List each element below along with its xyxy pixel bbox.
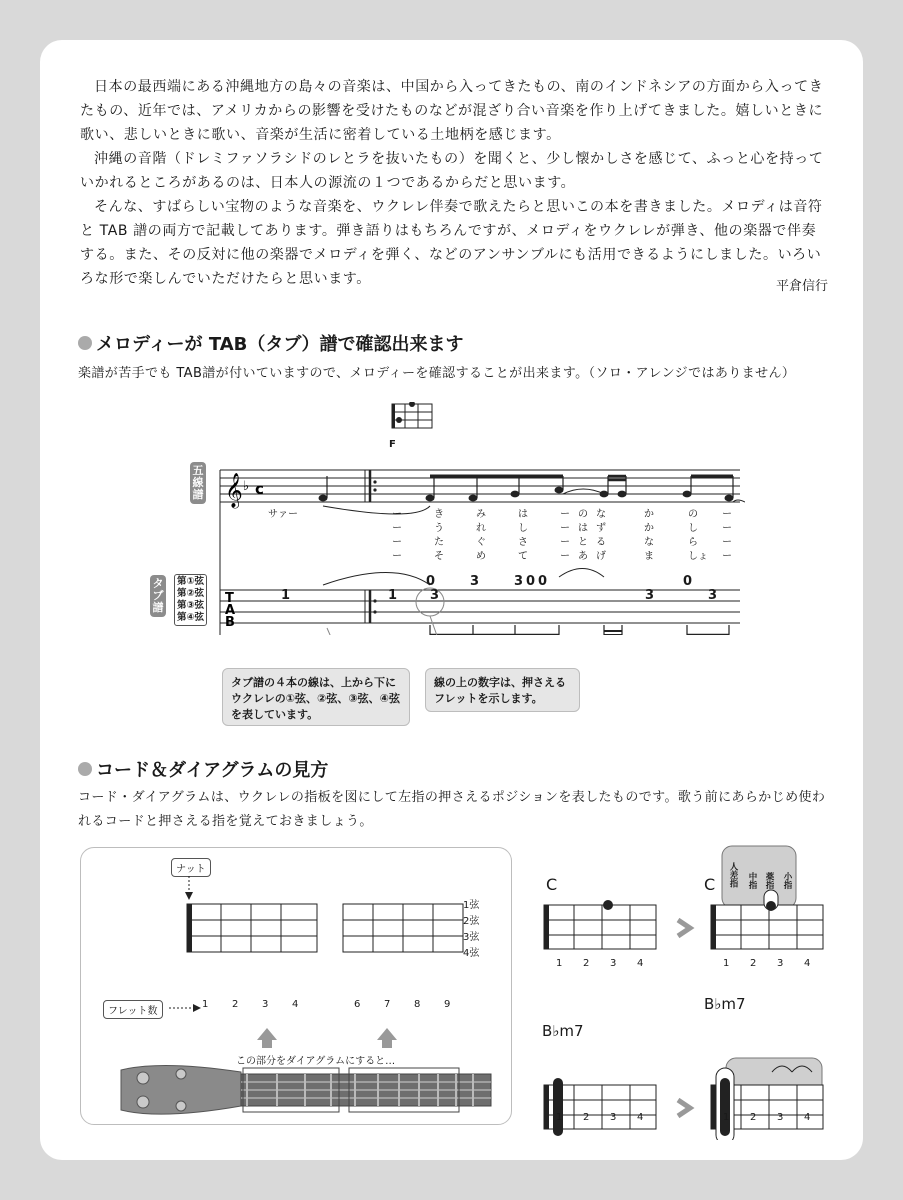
f-chord-mini-diagram bbox=[390, 402, 436, 434]
string-labels bbox=[463, 898, 479, 962]
lyric-char: あ bbox=[578, 551, 588, 562]
callout-tab-lines: タブ譜の４本の線は、上から下にウクレレの①弦、②弦、③弦、④弦を表しています。 bbox=[222, 668, 410, 726]
lyric-char: め bbox=[476, 551, 486, 562]
finger-middle: 中指 bbox=[747, 872, 757, 889]
intro-text bbox=[80, 75, 830, 291]
lyric-char: ー bbox=[392, 551, 402, 562]
bbf-fret-3: 3 bbox=[777, 1112, 784, 1123]
bb-fret-2: 2 bbox=[583, 1112, 590, 1123]
lyric-char: た bbox=[434, 537, 444, 548]
tab-number-s2-3: 3 bbox=[430, 588, 440, 603]
finger-index: 人差指 bbox=[728, 862, 738, 888]
svg-text:♭: ♭ bbox=[243, 479, 250, 494]
string-name-4: 第④弦 bbox=[177, 612, 205, 623]
callout-tab-numbers: 線の上の数字は、押さえるフレットを示します。 bbox=[425, 668, 580, 712]
lyric-char: と bbox=[578, 537, 588, 548]
fret-num-b-9: 9 bbox=[444, 999, 451, 1010]
tab-number-s1-1: 0 bbox=[426, 574, 436, 589]
bb-fret-3: 3 bbox=[610, 1112, 617, 1123]
c-fret-4: 4 bbox=[637, 958, 644, 969]
lyric-char: さ bbox=[518, 537, 528, 548]
bb-fret-4: 4 bbox=[637, 1112, 644, 1123]
lyric-char: し bbox=[688, 523, 698, 534]
lyric-char: ー bbox=[722, 551, 732, 562]
svg-text:B: B bbox=[225, 615, 235, 630]
lyric-char: げ bbox=[596, 551, 606, 562]
string-names bbox=[174, 574, 207, 626]
lyric-char: ず bbox=[596, 523, 606, 534]
cf-fret-4: 4 bbox=[804, 958, 811, 969]
fret-num-a-1: 1 bbox=[202, 999, 209, 1010]
chord-c-label: C bbox=[546, 875, 558, 894]
lyric-char: ー bbox=[722, 537, 732, 548]
page-card bbox=[40, 40, 863, 1160]
tab-number-s1-4: 0 bbox=[526, 574, 536, 589]
lyric-char: て bbox=[518, 551, 528, 562]
staff-label: 五線譜 bbox=[190, 462, 206, 504]
lyric-char: な bbox=[644, 537, 654, 548]
lyric-intro: サァー bbox=[268, 509, 298, 520]
svg-text:c: c bbox=[255, 480, 264, 498]
lyric-char: う bbox=[434, 523, 444, 534]
bbf-fret-4: 4 bbox=[804, 1112, 811, 1123]
lyric-char: か bbox=[644, 509, 654, 520]
cf-fret-1: 1 bbox=[723, 958, 730, 969]
string-name-1: 第①弦 bbox=[177, 576, 205, 587]
lyric-char: ー bbox=[560, 523, 570, 534]
fret-num-a-4: 4 bbox=[292, 999, 299, 1010]
c-fret-2: 2 bbox=[583, 958, 590, 969]
lyric-char: しょ bbox=[688, 551, 708, 562]
lyric-char: ぐ bbox=[476, 537, 486, 548]
lyric-char: そ bbox=[434, 551, 444, 562]
lyric-char: ー bbox=[722, 523, 732, 534]
cf-fret-3: 3 bbox=[777, 958, 784, 969]
tab-number-s1-2: 3 bbox=[470, 574, 480, 589]
svg-text:T: T bbox=[225, 591, 234, 606]
string-label-1: 1弦 bbox=[463, 900, 480, 911]
bbf-fret-1: 1 bbox=[723, 1112, 730, 1123]
intro-paragraph-1: 日本の最西端にある沖縄地方の島々の音楽は、中国から入ってきたもの、南のインドネシアの方面から入ってきたもの、近年では、アメリカからの影響を受けたものなどが混ざり合い音楽を作り上げてきました。嬉しいときに歌い、悲しいときに歌い、音楽が生活に密着している土地柄を感じます。 bbox=[80, 79, 824, 143]
lyric-char: の bbox=[578, 509, 588, 520]
svg-text:𝄞: 𝄞 bbox=[225, 473, 243, 508]
lyric-char: る bbox=[596, 537, 606, 548]
svg-text:A: A bbox=[225, 603, 236, 618]
lyric-char: ー bbox=[560, 551, 570, 562]
f-chord-label: F bbox=[389, 439, 396, 450]
chord-c-fingered-label: C bbox=[704, 875, 716, 894]
tab-label: タブ譜 bbox=[150, 575, 166, 617]
tab-section-description: 楽譜が苦手でも TAB譜が付いていますので、メロディーを確認することが出来ます。（ソロ・アレンジではありません） bbox=[78, 366, 796, 381]
string-label-4: 4弦 bbox=[463, 948, 480, 959]
lyric-char: は bbox=[578, 523, 588, 534]
fretboard-diagram bbox=[81, 848, 511, 1124]
string-name-3: 第③弦 bbox=[177, 600, 205, 611]
lyric-char: ー bbox=[392, 509, 402, 520]
fret-number-label: フレット数 bbox=[103, 1000, 163, 1019]
lyric-char: ー bbox=[392, 537, 402, 548]
tab-number-s1-6: 0 bbox=[683, 574, 693, 589]
lyric-char: れ bbox=[476, 523, 486, 534]
lyric-char: ー bbox=[722, 509, 732, 520]
nut-label: ナット bbox=[171, 858, 211, 877]
chord-bbm7-label: B♭m7 bbox=[542, 1022, 584, 1040]
fret-num-a-2: 2 bbox=[232, 999, 239, 1010]
bb-fret-1: 1 bbox=[556, 1112, 563, 1123]
tab-section-title: メロディーが TAB（タブ）譜で確認出来ます bbox=[96, 334, 464, 355]
chord-section-description: コード・ダイアグラムは、ウクレレの指板を図にして左指の押さえるポジションを表したものです。歌う前にあらかじめ使われるコードと押さえる指を覚えておきましょう。 bbox=[78, 790, 826, 829]
c-fret-3: 3 bbox=[610, 958, 617, 969]
lyric-char: か bbox=[644, 523, 654, 534]
chord-section-title: コード＆ダイアグラムの見方 bbox=[96, 760, 329, 781]
lyric-char: は bbox=[518, 509, 528, 520]
string-label-2: 2弦 bbox=[463, 916, 480, 927]
finger-pinky: 小指 bbox=[782, 872, 792, 889]
c-fret-1: 1 bbox=[556, 958, 563, 969]
tab-number-s2-4: 3 bbox=[645, 588, 655, 603]
lyric-char: の bbox=[688, 509, 698, 520]
lyric-char: し bbox=[518, 523, 528, 534]
bullet-icon bbox=[78, 336, 92, 350]
fret-num-b-8: 8 bbox=[414, 999, 421, 1010]
tab-number-s2-2: 1 bbox=[388, 588, 398, 603]
lyric-char: ー bbox=[560, 537, 570, 548]
tab-section-heading bbox=[78, 330, 464, 356]
chord-section-heading bbox=[78, 756, 328, 782]
author-signature: 平倉信行 bbox=[775, 279, 828, 294]
tab-number-s1-3: 3 bbox=[514, 574, 524, 589]
diagram-caption: この部分をダイアグラムにすると… bbox=[236, 1056, 396, 1067]
lyric-char: ら bbox=[688, 537, 698, 548]
chord-bbm7-fingered-label: B♭m7 bbox=[704, 995, 746, 1013]
finger-ring: 薬指 bbox=[764, 872, 774, 889]
lyric-char: き bbox=[434, 509, 444, 520]
lyric-char: み bbox=[476, 509, 486, 520]
bullet-icon bbox=[78, 762, 92, 776]
bbf-fret-2: 2 bbox=[750, 1112, 757, 1123]
lyric-char: ま bbox=[644, 551, 654, 562]
lyric-char: ー bbox=[560, 509, 570, 520]
fret-num-b-6: 6 bbox=[354, 999, 361, 1010]
string-label-3: 3弦 bbox=[463, 932, 480, 943]
intro-paragraph-3: そんな、すばらしい宝物のような音楽を、ウクレレ伴奏で歌えたらと思いこの本を書きました。メロディは音符と TAB 譜の両方で記載してあります。弾き語りはもちろんですが、メロディをウクレレが弾き、他の楽器で伴奏する。また、その反対に他の楽器でメロディを弾く、などのアンサンブルにも活用できるようにしました。いろいろな形で楽しんでいただけたらと思います。 bbox=[80, 199, 823, 287]
cf-fret-2: 2 bbox=[750, 958, 757, 969]
intro-paragraph-2: 沖縄の音階（ドレミファソラシドのレとラを抜いたもの）を聞くと、少し懐かしさを感じて、ふっと心を持っていかれるところがあるのは、日本人の源流の１つであるからだと思います。 bbox=[80, 151, 824, 191]
fret-num-a-3: 3 bbox=[262, 999, 269, 1010]
tab-number-s2-5: 3 bbox=[708, 588, 718, 603]
fret-num-b-7: 7 bbox=[384, 999, 391, 1010]
lyric-char: ー bbox=[392, 523, 402, 534]
tab-number-s1-5: 0 bbox=[538, 574, 548, 589]
fretboard-explanation-box bbox=[80, 847, 512, 1125]
tab-number-s2-1: 1 bbox=[281, 588, 291, 603]
lyric-char: な bbox=[596, 509, 606, 520]
string-name-2: 第②弦 bbox=[177, 588, 205, 599]
